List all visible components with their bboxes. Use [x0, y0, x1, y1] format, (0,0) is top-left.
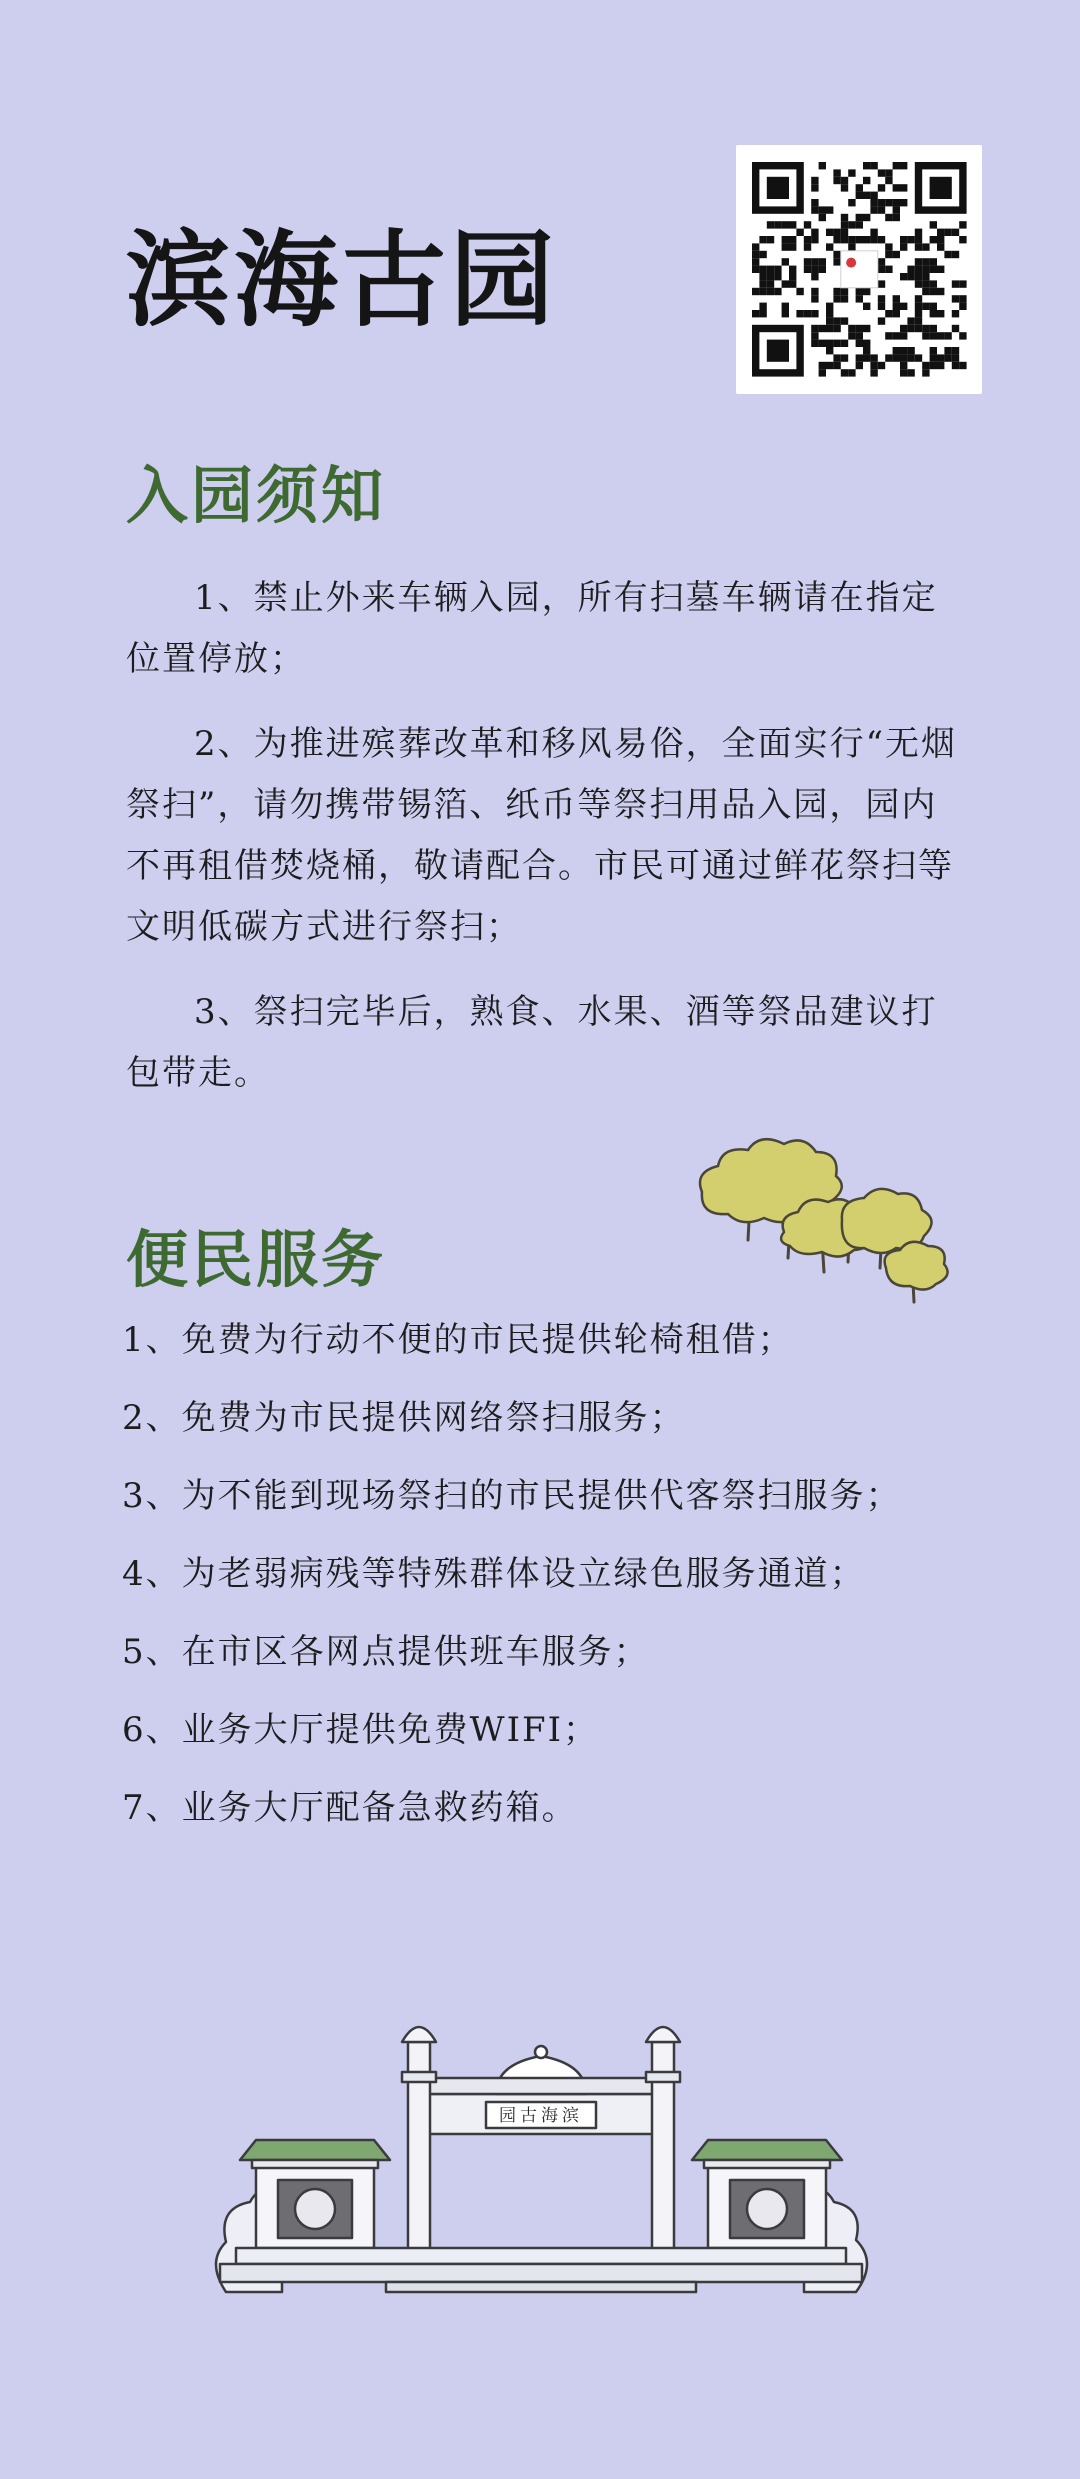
services-list — [122, 1320, 1002, 1866]
qr-code-icon — [736, 145, 982, 394]
service-item: 5、在市区各网点提供班车服务； — [122, 1632, 650, 1672]
page-title: 滨海古园 — [126, 218, 559, 341]
memorial-gate-illustration — [196, 2002, 886, 2308]
service-item: 1、免费为行动不便的市民提供轮椅租借； — [122, 1320, 794, 1360]
notice-item: 2、为推进殡葬改革和移风易俗，全面实行“无烟祭扫”，请勿携带锡箔、纸币等祭扫用品入园，园内不再租借焚烧桶，敬请配合。市民可通过鲜花祭扫等文明低碳方式进行祭扫； — [126, 724, 958, 947]
service-item: 4、为老弱病残等特殊群体设立绿色服务通道； — [122, 1554, 866, 1594]
services-section-title: 便民服务 — [126, 1223, 387, 1296]
notice-item: 1、禁止外来车辆入园，所有扫墓车辆请在指定位置停放； — [126, 578, 938, 679]
service-item: 7、业务大厅配备急救药箱。 — [122, 1788, 578, 1828]
service-item: 3、为不能到现场祭扫的市民提供代客祭扫服务； — [122, 1476, 902, 1516]
gate-plaque-text: 园古海滨 — [499, 2106, 583, 2126]
service-item: 2、免费为市民提供网络祭扫服务； — [122, 1398, 686, 1438]
service-item: 6、业务大厅提供免费WIFI； — [122, 1710, 600, 1750]
tree-cluster-illustration — [672, 1112, 962, 1312]
notice-item: 3、祭扫完毕后，熟食、水果、酒等祭品建议打包带走。 — [126, 992, 938, 1093]
notice-list — [126, 568, 966, 1128]
notice-section-title: 入园须知 — [126, 459, 387, 532]
